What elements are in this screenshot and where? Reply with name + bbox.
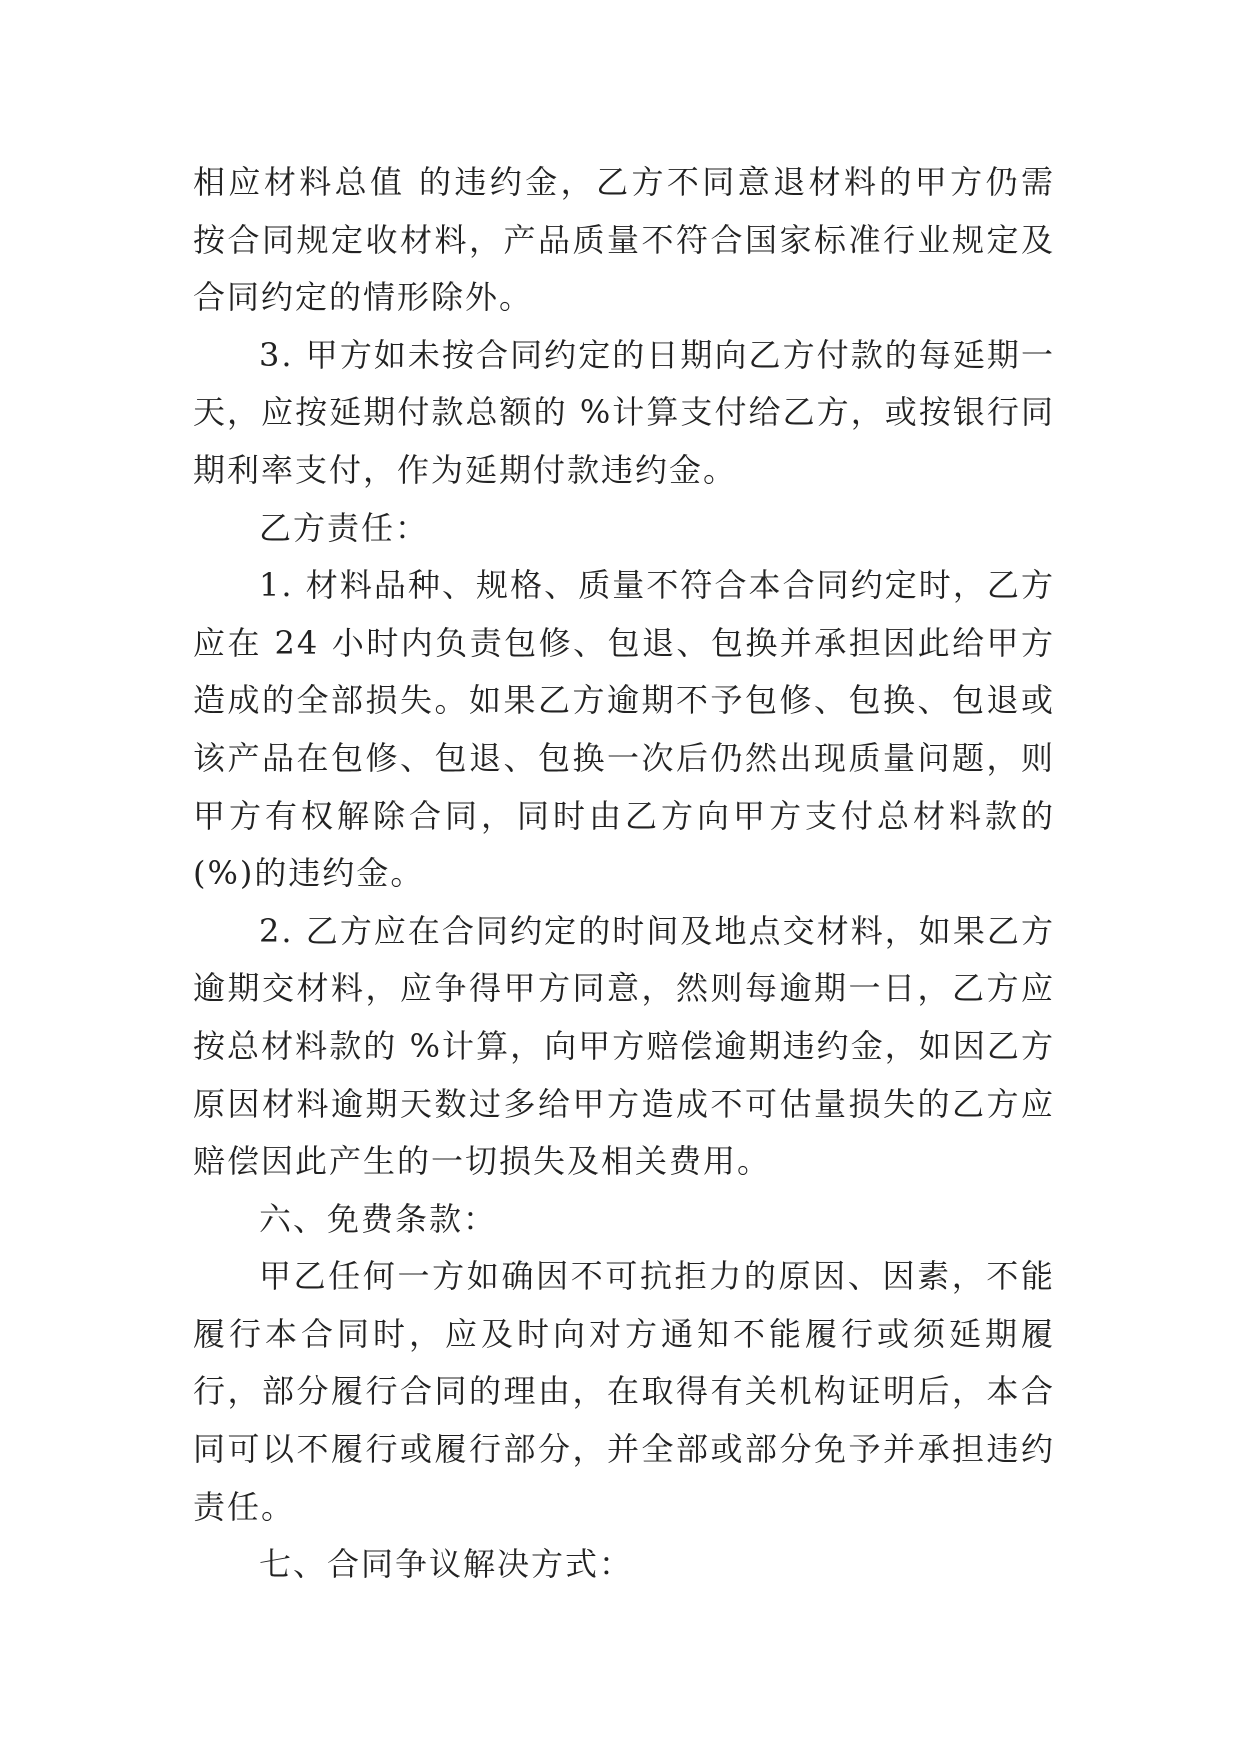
heading-exemption-clause: 六、免费条款： bbox=[259, 1199, 498, 1238]
heading-dispute-resolution: 七、合同争议解决方式： bbox=[259, 1545, 634, 1584]
paragraph-party-a-late-payment: 3. 甲方如未按合同约定的日期向乙方付款的每延期一天，应按延期付款总额的 %计算支付给乙方，或按银行同期利率支付，作为延期付款违约金。 bbox=[193, 335, 1055, 489]
heading-party-b-responsibility: 乙方责任： bbox=[259, 508, 430, 547]
paragraph-penalty-continuation: 相应材料总值 的违约金，乙方不同意退材料的甲方仍需按合同规定收材料，产品质量不符合国家标准行业规定及合同约定的情形除外。 bbox=[193, 163, 1055, 317]
paragraph-force-majeure: 甲乙任何一方如确因不可抗拒力的原因、因素，不能履行本合同时，应及时向对方通知不能履行或须延期履行，部分履行合同的理由，在取得有关机构证明后，本合同可以不履行或履行部分，并全部或部分免予并承担违约责任。 bbox=[193, 1257, 1055, 1526]
paragraph-party-b-quality: 1. 材料品种、规格、质量不符合本合同约定时，乙方应在 24 小时内负责包修、包退、包换并承担因此给甲方造成的全部损失。如果乙方逾期不予包修、包换、包退或该产品在包修、包退、包换一次后仍然出现质量问题，则甲方有权解除合同，同时由乙方向甲方支付总材料款的 (%)的违约金。 bbox=[193, 566, 1055, 893]
document-body bbox=[193, 154, 1055, 1594]
paragraph-party-b-late-delivery: 2. 乙方应在合同约定的时间及地点交材料，如果乙方逾期交材料，应争得甲方同意，然则每逾期一日，乙方应按总材料款的 %计算，向甲方赔偿逾期违约金，如因乙方原因材料逾期天数过多给甲方造成不可估量损失的乙方应赔偿因此产生的一切损失及相关费用。 bbox=[193, 911, 1055, 1181]
